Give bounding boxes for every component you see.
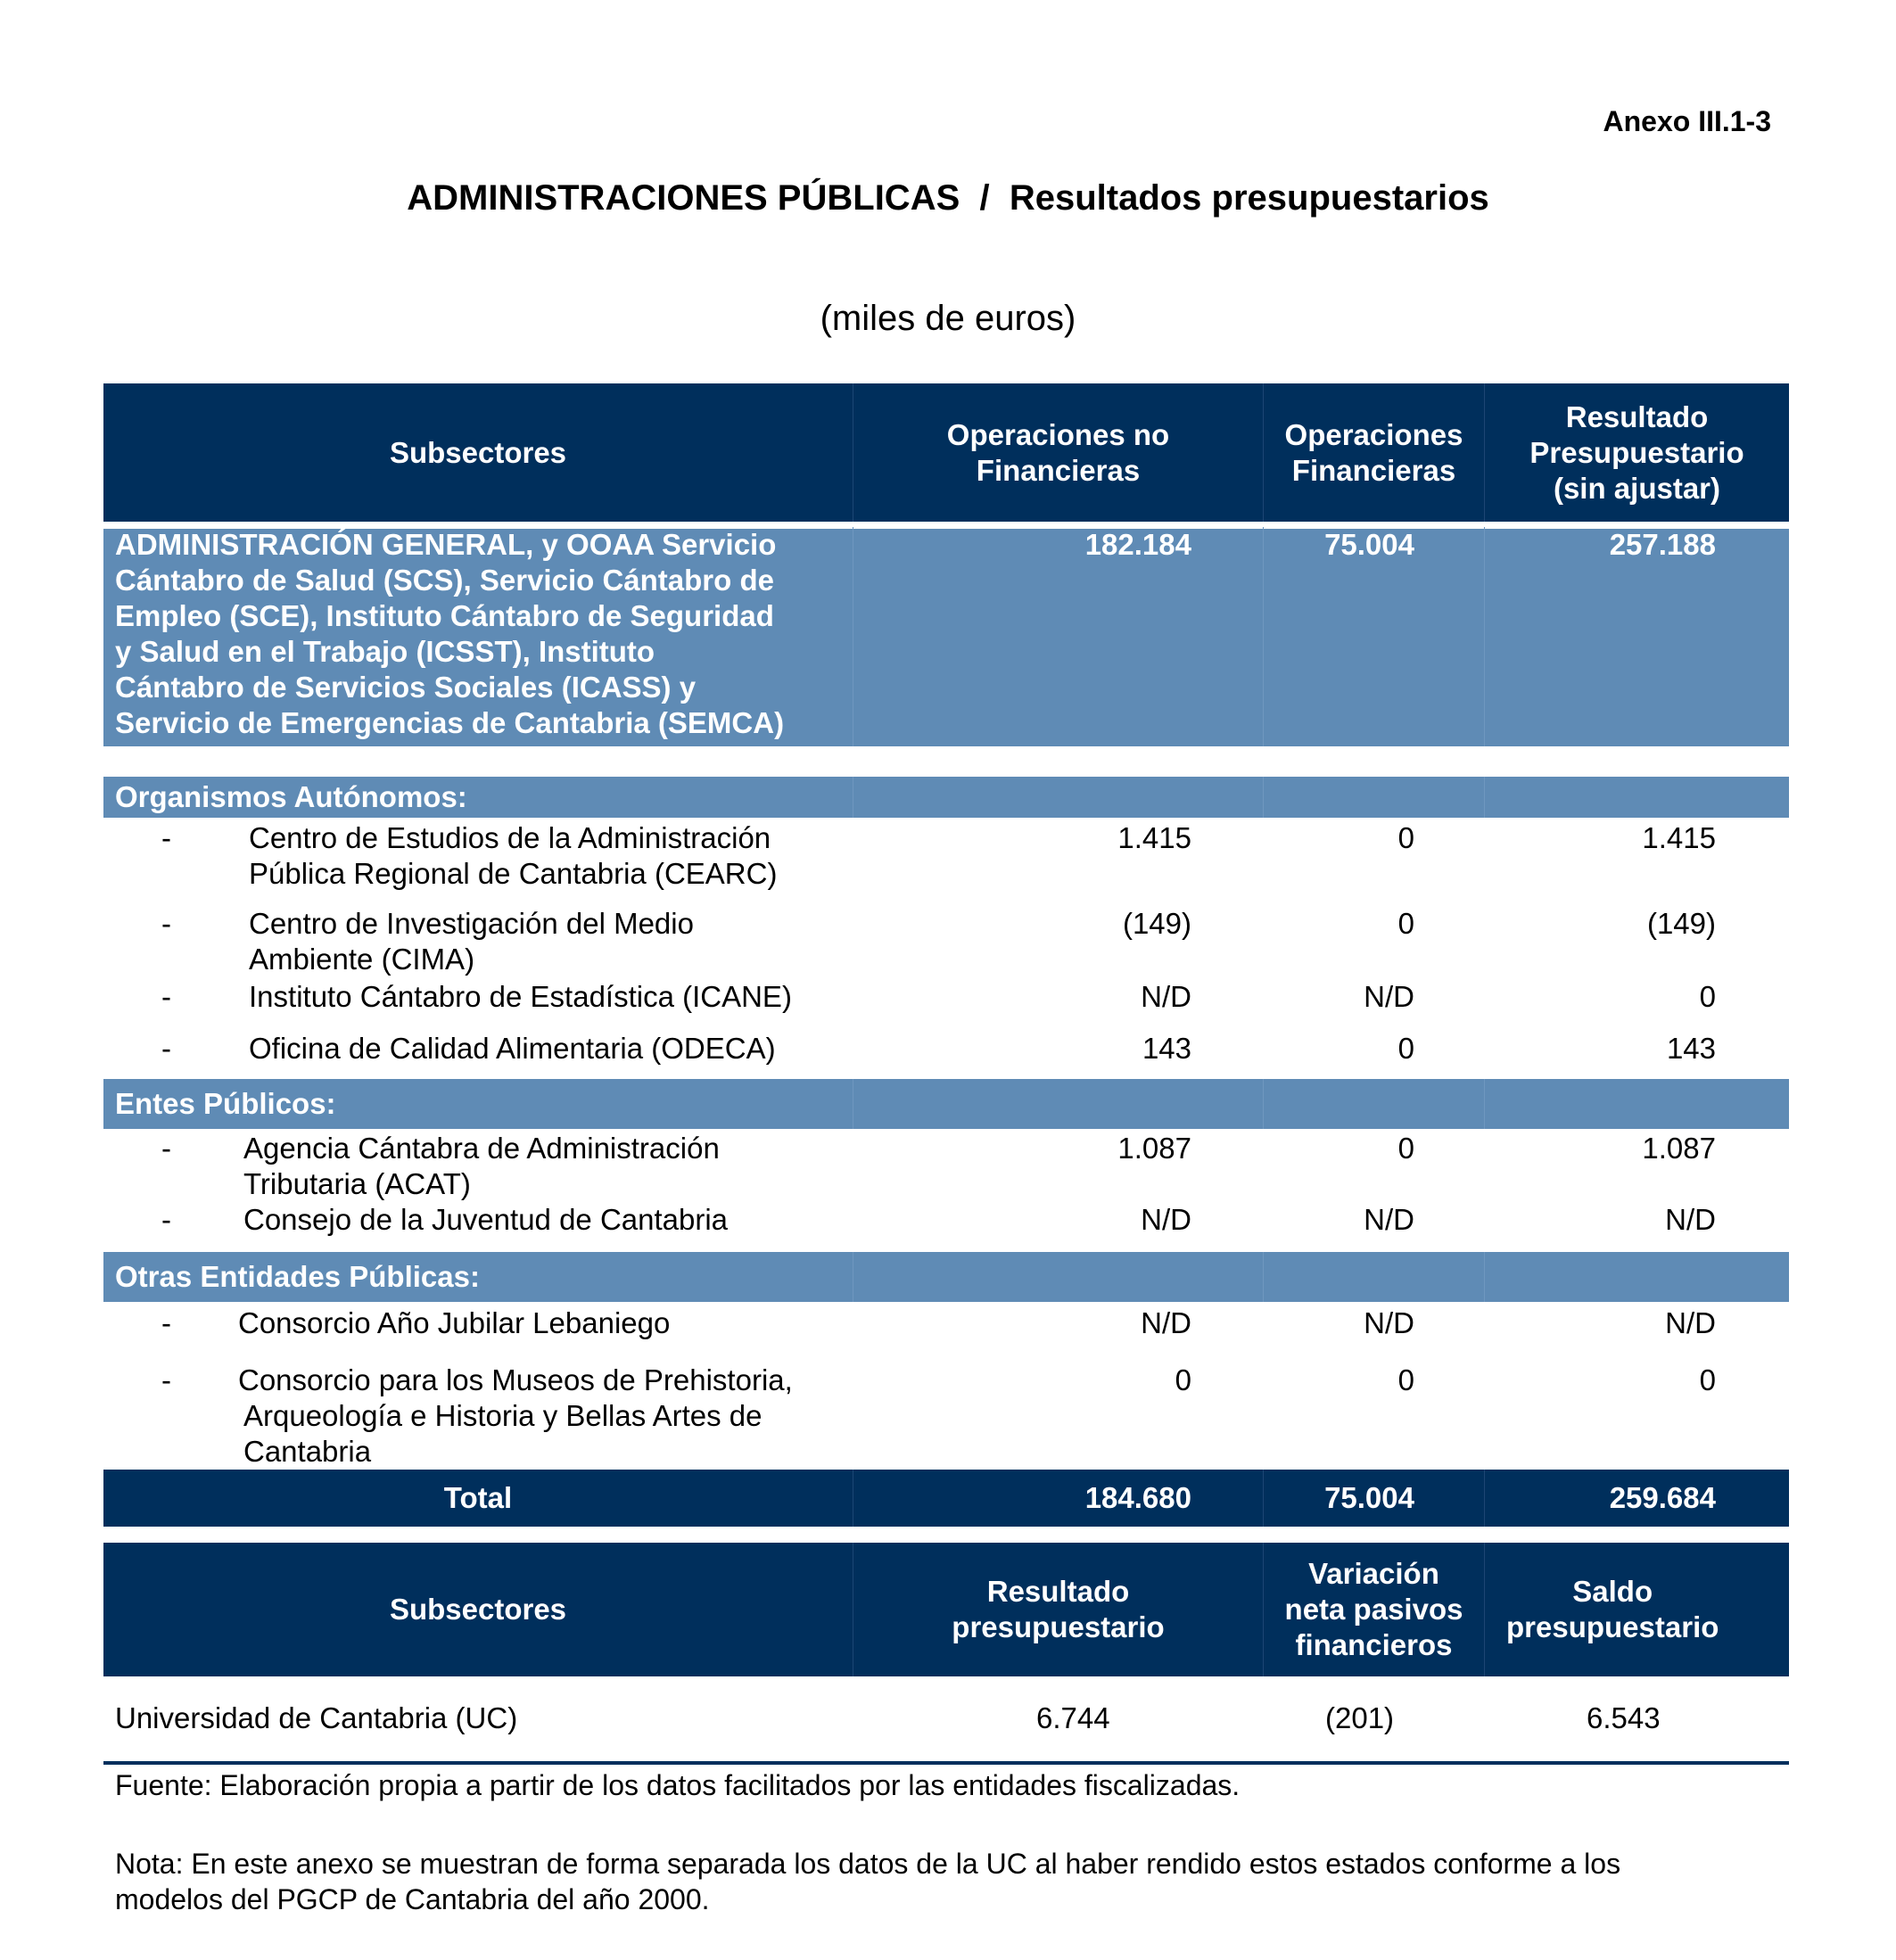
footnote <box>115 1846 1620 1917</box>
column-header-op-financieras <box>1263 383 1484 522</box>
table-row <box>103 1305 1789 1341</box>
cell-resultado: 1.087 <box>1642 1132 1716 1165</box>
header-line: Resultado <box>986 1575 1130 1608</box>
band-cell <box>853 777 1263 818</box>
band-cell <box>853 1079 1263 1129</box>
table-header-row <box>103 383 1789 522</box>
cell-op-no-financieras: N/D <box>1141 1306 1191 1339</box>
page-title: ADMINISTRACIONES PÚBLICAS / Resultados presupuestarios <box>407 178 1489 218</box>
table-row <box>103 1202 1789 1238</box>
column-header-subsectores <box>103 1543 853 1676</box>
table-total-row <box>103 1470 1789 1527</box>
row-dash: - <box>161 1363 171 1396</box>
row-label <box>249 820 777 892</box>
label-line: Tributaria (ACAT) <box>243 1167 471 1200</box>
cell-resultado: N/D <box>1665 1203 1716 1236</box>
cell-resultado: (149) <box>1646 907 1716 940</box>
section-band-organismos-autonomos <box>103 777 1789 818</box>
cell-resultado: 0 <box>1699 980 1716 1013</box>
label-line: Instituto Cántabro de Estadística (ICANE) <box>249 980 792 1013</box>
label-line: Centro de Investigación del Medio <box>249 907 694 940</box>
section-band-entes-publicos <box>103 1079 1789 1129</box>
band-cell <box>1484 1252 1789 1302</box>
row-dash: - <box>161 1132 171 1165</box>
source-note: Fuente: Elaboración propia a partir de los datos facilitados por las entidades fiscalizadas. <box>115 1769 1241 1801</box>
table-row <box>103 906 1789 977</box>
units-label: (miles de euros) <box>820 299 1076 338</box>
column-header-variacion-pasivos <box>1263 1543 1484 1676</box>
band-cell <box>1484 777 1789 818</box>
cell-resultado: N/D <box>1665 1306 1716 1339</box>
section-title: Organismos Autónomos: <box>115 780 467 813</box>
header-line: Saldo <box>1572 1575 1653 1608</box>
row-label <box>249 906 694 977</box>
cell-op-no-financieras: (149) <box>1122 907 1191 940</box>
row-dash: - <box>161 1032 171 1065</box>
cell-resultado-presupuestario: 6.744 <box>1036 1701 1110 1734</box>
cell-op-financieras: 0 <box>1397 1363 1414 1396</box>
table-row <box>103 1031 1789 1066</box>
cell-op-financieras: N/D <box>1364 1203 1414 1236</box>
column-header-subsectores <box>103 383 853 522</box>
label-line: Consorcio para los Museos de Prehistoria, <box>238 1363 793 1396</box>
total-label: Total <box>443 1481 513 1514</box>
row-label <box>103 527 853 746</box>
table-row <box>103 1363 1789 1470</box>
header-line: Presupuestario <box>1529 435 1744 469</box>
header-line: Resultado <box>1565 399 1709 433</box>
column-header-resultado <box>1484 383 1789 522</box>
band-cell <box>1263 1079 1484 1129</box>
header-line: presupuestario <box>1506 1610 1719 1643</box>
table-header-row <box>103 1543 1789 1676</box>
label-line: ADMINISTRACIÓN GENERAL, y OOAA Servicio <box>115 528 777 561</box>
label-line: Cántabro de Servicios Sociales (ICASS) y <box>115 671 697 704</box>
row-dash: - <box>161 1203 171 1236</box>
footnote-line: Nota: En este anexo se muestran de forma separada los datos de la UC al haber rendido estos estados conforme a los <box>115 1848 1621 1880</box>
band-cell <box>1263 777 1484 818</box>
header-line: (sin ajustar) <box>1553 471 1721 505</box>
row-label <box>238 1305 670 1341</box>
cell-op-no-financieras: 182.184 <box>853 527 1263 746</box>
row-dash: - <box>161 1306 171 1339</box>
cell-variacion-pasivos: (201) <box>1325 1701 1395 1734</box>
header-line: Financieras <box>1291 453 1456 487</box>
label-line: Consorcio Año Jubilar Lebaniego <box>238 1306 671 1339</box>
label-line: Pública Regional de Cantabria (CEARC) <box>249 857 778 890</box>
header-line: Operaciones no <box>946 417 1170 451</box>
cell-op-no-financieras: 1.415 <box>1117 821 1191 854</box>
footnote-line: modelos del PGCP de Cantabria del año 2000. <box>115 1883 710 1915</box>
column-header-resultado-presupuestario <box>853 1543 1263 1676</box>
cell-resultado: 1.415 <box>1642 821 1716 854</box>
row-label: Universidad de Cantabria (UC) <box>115 1701 518 1734</box>
label-line: Arqueología e Historia y Bellas Artes de <box>243 1399 763 1432</box>
label-line: y Salud en el Trabajo (ICSST), Instituto <box>115 635 655 668</box>
cell-op-financieras: 75.004 <box>1263 527 1484 746</box>
cell-resultado: 0 <box>1699 1363 1716 1396</box>
column-header-saldo-presupuestario <box>1484 1543 1789 1676</box>
label-line: Oficina de Calidad Alimentaria (ODECA) <box>249 1032 776 1065</box>
header-line: Financieras <box>976 453 1141 487</box>
cell-op-financieras: 0 <box>1397 1032 1414 1065</box>
table-row-administracion-general <box>103 529 1789 746</box>
label-line: Ambiente (CIMA) <box>249 943 475 976</box>
total-op-no-financieras: 184.680 <box>853 1470 1263 1527</box>
label-line: Cántabro de Salud (SCS), Servicio Cántabro de <box>115 564 774 597</box>
cell-op-financieras: N/D <box>1364 1306 1414 1339</box>
cell-op-financieras: 0 <box>1397 821 1414 854</box>
total-op-financieras: 75.004 <box>1263 1470 1484 1527</box>
label-line: Empleo (SCE), Instituto Cántabro de Seguridad <box>115 599 774 632</box>
label-line: Agencia Cántabra de Administración <box>243 1132 720 1165</box>
header-line: neta pasivos <box>1284 1593 1463 1626</box>
header-line: presupuestario <box>952 1610 1165 1643</box>
row-dash: - <box>161 980 171 1013</box>
label-line: Servicio de Emergencias de Cantabria (SEMCA) <box>115 706 785 739</box>
row-dash: - <box>161 907 171 940</box>
section-title: Entes Públicos: <box>115 1087 336 1120</box>
header-line: Operaciones <box>1284 417 1463 451</box>
table-row <box>103 1131 1789 1202</box>
column-header-label: Subsectores <box>389 1593 567 1626</box>
band-cell <box>1263 1252 1484 1302</box>
section-title: Otras Entidades Públicas: <box>115 1260 480 1293</box>
table-row <box>103 820 1789 892</box>
total-resultado: 259.684 <box>1484 1470 1789 1527</box>
cell-op-financieras: 0 <box>1397 907 1414 940</box>
annex-number: Anexo III.1-3 <box>1603 105 1771 137</box>
cell-op-no-financieras: 1.087 <box>1117 1132 1191 1165</box>
column-header-label: Subsectores <box>389 435 567 469</box>
row-label <box>243 1131 720 1202</box>
label-line: Centro de Estudios de la Administración <box>249 821 771 854</box>
section-band-otras-entidades <box>103 1252 1789 1302</box>
table-bottom-rule <box>103 1761 1789 1765</box>
header-line: Variación <box>1308 1557 1439 1590</box>
band-cell <box>853 1252 1263 1302</box>
band-cell <box>1484 1079 1789 1129</box>
column-header-op-no-financieras <box>853 383 1263 522</box>
cell-op-no-financieras: 143 <box>1142 1032 1191 1065</box>
row-label <box>238 1363 793 1470</box>
label-line: Consejo de la Juventud de Cantabria <box>243 1203 729 1236</box>
row-label <box>243 1202 728 1238</box>
row-label <box>249 1031 776 1066</box>
cell-op-financieras: 0 <box>1397 1132 1414 1165</box>
table-row-universidad <box>103 1701 1789 1740</box>
table-row <box>103 979 1789 1015</box>
row-dash: - <box>161 821 171 854</box>
label-line: Cantabria <box>243 1435 372 1468</box>
cell-resultado: 257.188 <box>1484 527 1789 746</box>
cell-saldo-presupuestario: 6.543 <box>1587 1701 1661 1734</box>
cell-op-no-financieras: N/D <box>1141 1203 1191 1236</box>
row-label <box>249 979 792 1015</box>
header-line: financieros <box>1295 1628 1453 1661</box>
cell-op-no-financieras: N/D <box>1141 980 1191 1013</box>
cell-op-no-financieras: 0 <box>1175 1363 1191 1396</box>
cell-resultado: 143 <box>1666 1032 1716 1065</box>
cell-op-financieras: N/D <box>1364 980 1414 1013</box>
